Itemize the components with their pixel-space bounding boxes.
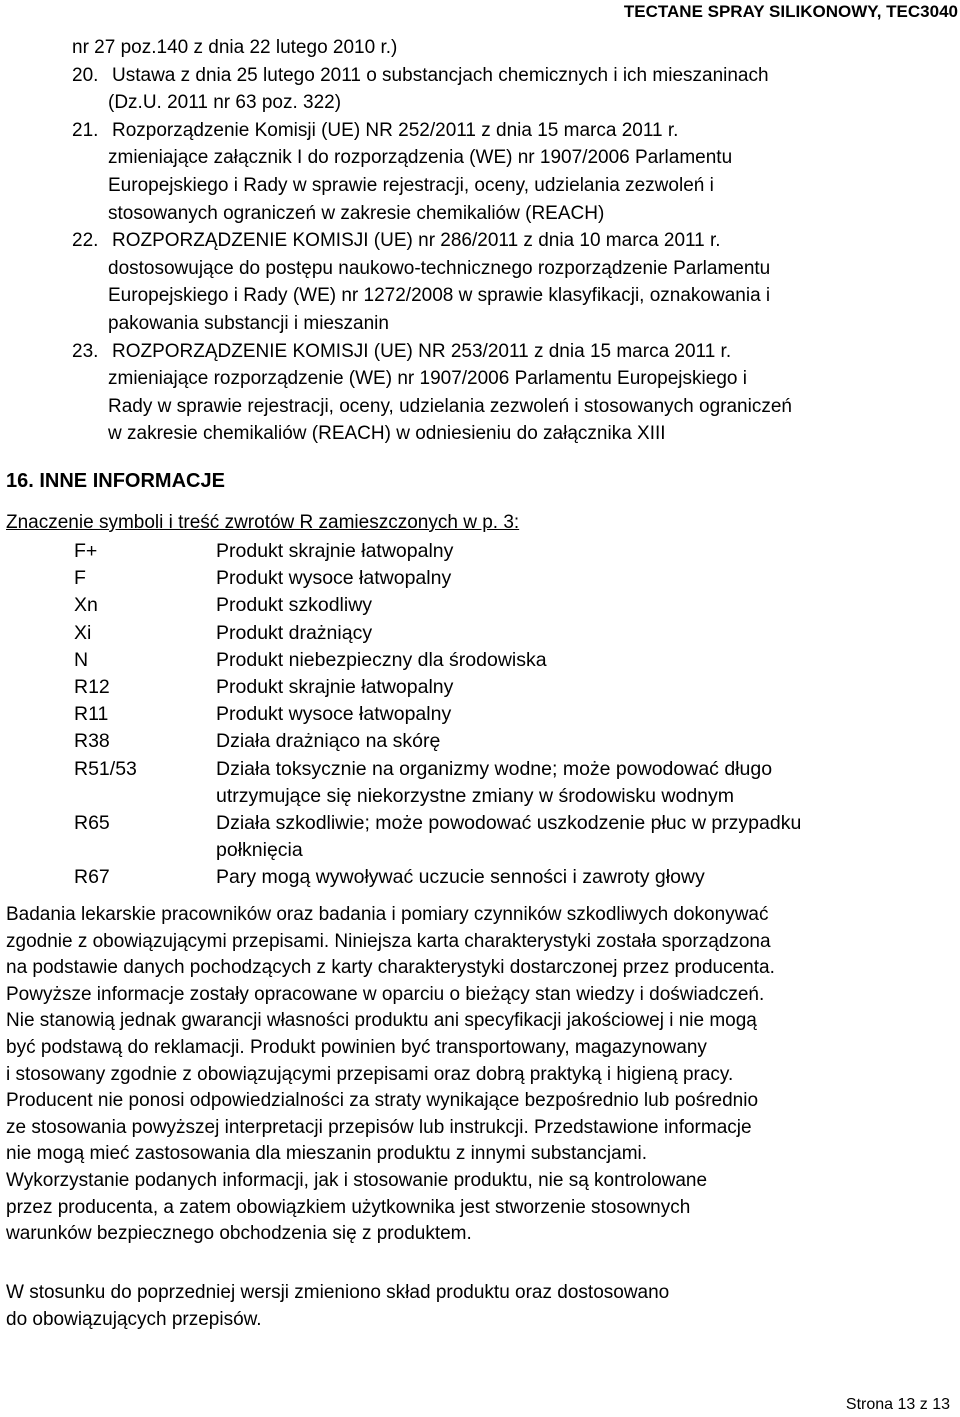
- reference-line: zmieniające załącznik I do rozporządzenia (WE) nr 1907/2006 Parlamentu: [108, 147, 733, 169]
- page-number: Strona 13 z 13: [845, 1396, 950, 1413]
- reference-line: w zakresie chemikaliów (REACH) w odniesieniu do załącznika XIII: [108, 423, 666, 445]
- symbol-code: Xi: [74, 621, 92, 644]
- reference-line: Rady w sprawie rejestracji, oceny, udzielania zezwoleń i stosowanych ograniczeń: [108, 395, 792, 417]
- symbol-row: [74, 810, 954, 837]
- reference-line: Europejskiego i Rady (WE) nr 1272/2008 w sprawie klasyfikacji, oznakowania i: [108, 285, 771, 307]
- reference-line: ROZPORZĄDZENIE KOMISJI (UE) nr 286/2011 z dnia 10 marca 2011 r.: [112, 230, 721, 252]
- reference-number: 20.: [72, 64, 99, 86]
- paragraph-line: ze stosowania powyższej interpretacji przepisów lub instrukcji. Przedstawione informacje: [6, 1116, 752, 1138]
- symbol-code: R11: [74, 703, 109, 726]
- symbol-description: Produkt skrajnie łatwopalny: [216, 676, 454, 699]
- symbol-description: Produkt skrajnie łatwopalny: [216, 540, 454, 562]
- paragraph-line: na podstawie danych pochodzących z karty charakterystyki dostarczonej przez producenta.: [6, 957, 775, 979]
- paragraph-line: Powyższe informacje zostały opracowane w oparciu o bieżący stan wiedzy i doświadczeń.: [6, 983, 765, 1005]
- reference-line: Rozporządzenie Komisji (UE) NR 252/2011 z dnia 15 marca 2011 r.: [112, 119, 679, 141]
- symbol-code: R51/53: [74, 757, 137, 780]
- symbol-description: Produkt drażniący: [216, 621, 373, 644]
- reference-number: 22.: [72, 230, 99, 252]
- symbol-description: utrzymujące się niekorzystne zmiany w środowisku wodnym: [216, 784, 735, 807]
- reference-line: ROZPORZĄDZENIE KOMISJI (UE) NR 253/2011 z dnia 15 marca 2011 r.: [112, 340, 732, 362]
- symbol-description: Pary mogą wywoływać uczucie senności i zawroty głowy: [216, 866, 705, 889]
- reference-line: Europejskiego i Rady w sprawie rejestracji, oceny, udzielania zezwoleń i: [108, 174, 714, 196]
- reference-number: 21.: [72, 119, 99, 141]
- section-heading: 16. INNE INFORMACJE: [6, 470, 225, 492]
- paragraph-line: Producent nie ponosi odpowiedzialności za straty wynikające bezpośrednio lub pośrednio: [6, 1090, 759, 1112]
- info-paragraph: [6, 902, 958, 1248]
- symbol-row: [74, 538, 954, 565]
- symbol-row: [74, 864, 954, 891]
- reference-item-23: [72, 338, 960, 448]
- reference-line: pakowania substancji i mieszanin: [108, 312, 389, 334]
- symbol-row: [74, 620, 954, 647]
- reference-item-22: [72, 227, 960, 337]
- symbol-code: R12: [74, 676, 110, 699]
- reference-line: stosowanych ograniczeń w zakresie chemikaliów (REACH): [108, 202, 605, 224]
- reference-number: 23.: [72, 340, 99, 362]
- symbol-description: Produkt wysoce łatwopalny: [216, 567, 452, 590]
- symbol-code: R67: [74, 866, 110, 889]
- paragraph-line: Wykorzystanie podanych informacji, jak i stosowanie produktu, nie są kontrolowane: [6, 1169, 708, 1191]
- symbol-description: Działa szkodliwie; może powodować uszkodzenie płuc w przypadku: [216, 812, 802, 835]
- symbol-row: [74, 701, 954, 728]
- paragraph-line: Badania lekarskie pracowników oraz badania i pomiary czynników szkodliwych dokonywać: [6, 904, 769, 925]
- paragraph-line: Nie stanowią jednak gwarancji własności produktu ani specyfikacji jakościowej i nie mogą: [6, 1010, 757, 1032]
- symbols-heading: Znaczenie symboli i treść zwrotów R zamieszczonych w p. 3:: [6, 512, 520, 533]
- symbol-row: [74, 728, 954, 755]
- paragraph-line: być podstawą do reklamacji. Produkt powinien być transportowany, magazynowany: [6, 1036, 707, 1058]
- symbol-row-continuation: [74, 783, 954, 810]
- reference-line: (Dz.U. 2011 nr 63 poz. 322): [108, 92, 342, 114]
- paragraph-line: i stosowany zgodnie z obowiązującymi przepisami oraz dobrą praktyką i higieną pracy.: [6, 1063, 734, 1085]
- symbol-code: F: [74, 567, 86, 590]
- reference-item-20: [72, 62, 960, 117]
- symbol-row: [74, 647, 954, 674]
- reference-line: zmieniające rozporządzenie (WE) nr 1907/2006 Parlamentu Europejskiego i: [108, 368, 747, 390]
- reference-item-21: [72, 117, 960, 227]
- symbol-code: R38: [74, 730, 110, 753]
- symbol-description: Produkt wysoce łatwopalny: [216, 703, 452, 726]
- symbol-row: [74, 674, 954, 701]
- symbol-code: R65: [74, 812, 110, 835]
- paragraph-line: przez producenta, a zatem obowiązkiem użytkownika jest stworzenie stosownych: [6, 1196, 691, 1218]
- symbol-description: Produkt niebezpieczny dla środowiska: [216, 648, 547, 671]
- symbol-code: Xn: [74, 594, 98, 617]
- symbols-list: [74, 538, 954, 892]
- paragraph-line: W stosunku do poprzedniej wersji zmieniono skład produktu oraz dostosowano: [6, 1282, 670, 1303]
- symbol-row: [74, 565, 954, 592]
- paragraph-line: do obowiązujących przepisów.: [6, 1308, 262, 1330]
- symbol-row-continuation: [74, 837, 954, 864]
- symbol-code: N: [74, 648, 89, 671]
- reference-continuation: [72, 34, 960, 62]
- symbol-description: połknięcia: [216, 839, 303, 862]
- revision-note-paragraph: [6, 1280, 958, 1333]
- symbol-code: F+: [74, 540, 98, 562]
- symbol-row: [74, 756, 954, 783]
- symbol-row: [74, 592, 954, 619]
- symbol-description: Działa drażniąco na skórę: [216, 730, 441, 753]
- reference-line: dostosowujące do postępu naukowo-technicznego rozporządzenie Parlamentu: [108, 257, 771, 279]
- paragraph-line: nie mogą mieć zastosowania dla mieszanin produktu z innymi substancjami.: [6, 1143, 648, 1165]
- symbol-description: Produkt szkodliwy: [216, 594, 373, 617]
- reference-line: Ustawa z dnia 25 lutego 2011 o substancjach chemicznych i ich mieszaninach: [112, 64, 769, 86]
- reference-line: nr 27 poz.140 z dnia 22 lutego 2010 r.): [72, 37, 398, 58]
- references-list: [72, 34, 960, 448]
- document-header-title: TECTANE SPRAY SILIKONOWY, TEC3040: [623, 2, 958, 21]
- symbol-description: Działa toksycznie na organizmy wodne; może powodować długo: [216, 757, 773, 780]
- paragraph-line: zgodnie z obowiązującymi przepisami. Niniejsza karta charakterystyki została sporządzona: [6, 930, 771, 952]
- paragraph-line: warunków bezpiecznego obchodzenia się z produktem.: [6, 1223, 472, 1245]
